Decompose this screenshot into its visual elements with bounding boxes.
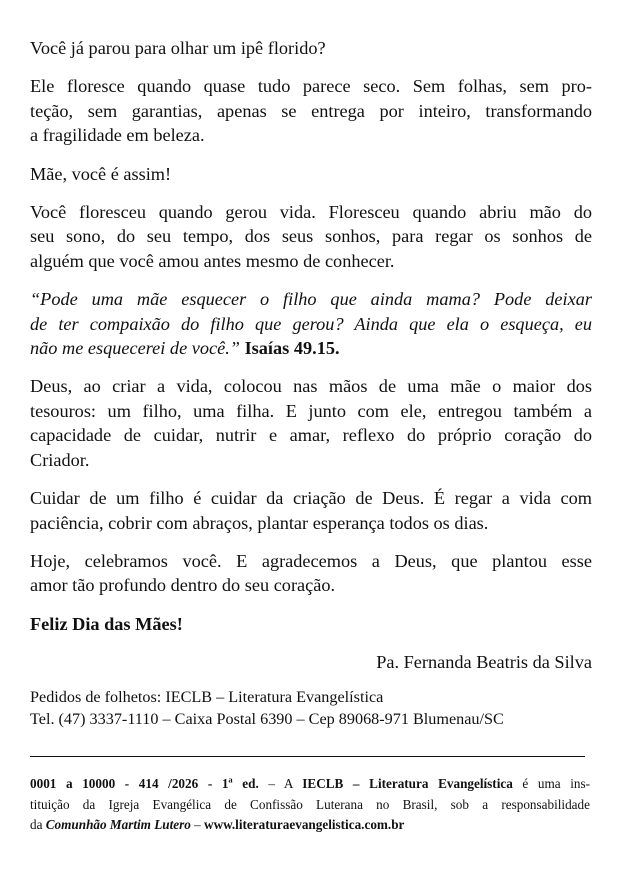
paragraph-6 [30,486,592,535]
paragraph-line: Mãe, você é assim! [30,163,172,184]
paragraph-7 [30,549,592,598]
colophon-line-3-separator: – [190,817,205,832]
paragraph-2 [30,74,592,147]
colophon-separator: – A [258,776,303,791]
colophon [30,774,590,836]
bible-quote [30,287,592,360]
paragraph-line: Você floresceu quando gerou vida. Floresceu quando abriu mão do [30,202,592,223]
quote-line: de ter compaixão do filho que gerou? Ainda que ela o esqueça, eu [30,313,592,334]
divider [30,756,585,757]
paragraph-line: Hoje, celebramos você. E agradecemos a Deus, que plantou esse [30,550,592,571]
quote-line-last [30,336,592,360]
paragraph-line: amor tão profundo dentro do seu coração. [30,575,336,596]
quote-line: “Pode uma mãe esquecer o filho que ainda mama? Pode deixar [30,289,592,310]
paragraph-line: a fragilidade em beleza. [30,125,205,146]
colophon-line-3 [30,815,590,836]
paragraph-line: tesouros: um filho, uma filha. E junto com ele, entregou também a [30,400,592,421]
colophon-line-2: tituição da Igreja Evangélica de Confissão Luterana no Brasil, sob a responsabilidade [30,796,590,812]
paragraph-line: capacidade de cuidar, nutrir e amar, reflexo do próprio coração do [30,425,592,446]
print-run [30,776,259,791]
communion-name: Comunhão Martim Lutero [45,817,191,832]
leaflet-body [30,36,592,675]
paragraph-3 [30,162,592,186]
orders-line-2: Tel. (47) 3337-1110 – Caixa Postal 6390 – Cep 89068-971 Blumenau/SC [30,710,504,728]
quote-reference: Isaías 49.15. [244,338,340,359]
paragraph-line: Criador. [30,449,90,470]
paragraph-4 [30,200,592,273]
paragraph-line: alguém que você amou antes mesmo de conhecer. [30,250,395,271]
paragraph-5 [30,374,592,472]
edition-superscript: a [228,774,233,785]
orders-info [30,686,592,730]
print-run-text: 0001 a 10000 - 414 /2026 - 1 [30,776,229,791]
colophon-line-1-rest: é uma ins- [512,776,590,791]
orders-line-1: Pedidos de folhetos: IECLB – Literatura Evangelística [30,688,384,706]
edition-suffix: ed. [232,776,259,791]
paragraph-line: Ele floresce quando quase tudo parece seco. Sem folhas, sem pro- [30,76,592,97]
paragraph-1 [30,36,592,60]
paragraph-line: seu sono, do seu tempo, dos seus sonhos, para regar os sonhos de [30,226,592,247]
quote-line-text: não me esquecerei de você.” [30,338,240,359]
paragraph-line: paciência, cobrir com abraços, plantar esperança todos os dias. [30,512,489,533]
paragraph-line: Deus, ao criar a vida, colocou nas mãos de uma mãe o maior dos [30,376,592,397]
colophon-line-3-prefix: da [30,817,46,832]
colophon-line-1 [30,774,590,795]
paragraph-line: Cuidar de um filho é cuidar da criação de Deus. É regar a vida com [30,488,592,509]
greeting: Feliz Dia das Mães! [30,613,183,634]
signature: Pa. Fernanda Beatris da Silva [376,652,592,673]
paragraph-line: Você já parou para olhar um ipê florido? [30,38,326,58]
org-name: IECLB – Literatura Evangelística [302,776,513,791]
paragraph-line: teção, sem garantias, apenas se entrega por inteiro, transformando [30,100,592,121]
website-link[interactable]: www.literaturaevangelistica.com.br [204,817,405,832]
